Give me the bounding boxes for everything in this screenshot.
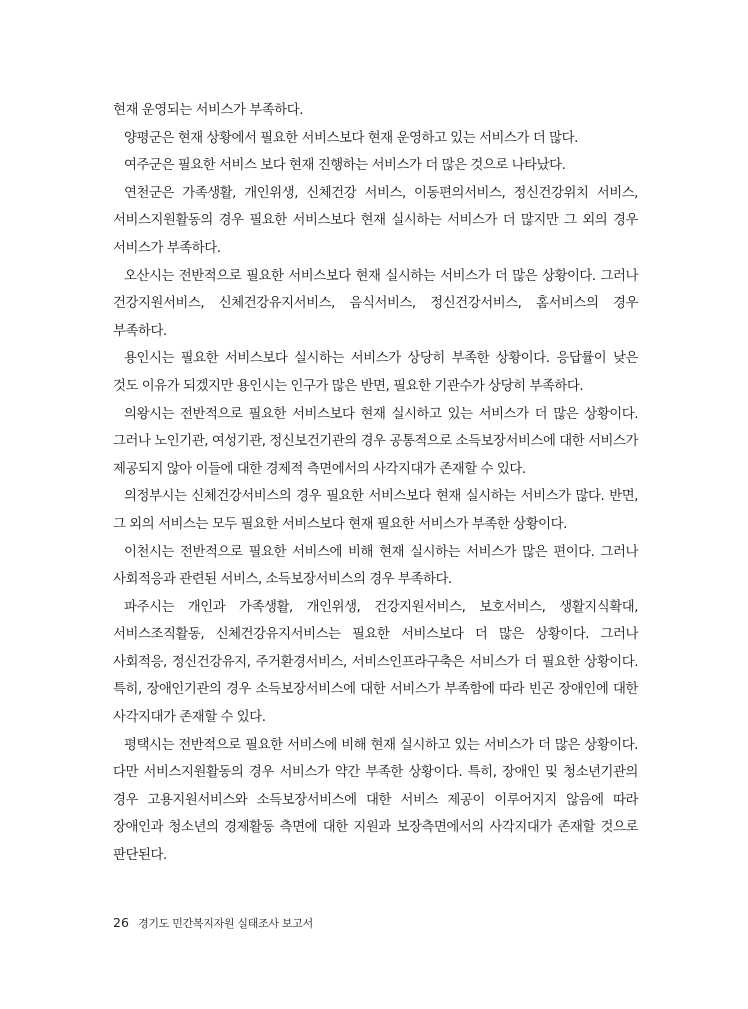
body-text xyxy=(113,97,638,870)
report-title: 경기도 민간복지자원 실태조사 보고서 xyxy=(138,917,313,930)
paragraph-yangpyeong: 양평군은 현재 상황에서 필요한 서비스보다 현재 운영하고 있는 서비스가 더 많다. xyxy=(124,130,578,146)
paragraph-uijeongbu: 의정부시는 신체건강서비스의 경우 필요한 서비스보다 현재 실시하는 서비스가 많다. 반면, 그 외의 서비스는 모두 필요한 서비스보다 현재 필요한 서비스가 부족한 상황이다. xyxy=(113,489,638,532)
page-footer xyxy=(113,915,313,932)
paragraph-pyeongtaek: 평택시는 전반적으로 필요한 서비스에 비해 현재 실시하고 있는 서비스가 더 많은 상황이다. 다만 서비스지원활동의 경우 서비스가 약간 부족한 상황이다. 특히, 장애인 및 청소년기관의 경우 고용지원서비스와 소득보장서비스에 대한 서비스 제공이 이루어지지 않음에 따라 장애인과 청소년의 경제활동 측면에 대한 지원과 보장측면에서의 사각지대가 존재할 것으로 판단된다. xyxy=(113,737,638,864)
paragraph-osan: 오산시는 전반적으로 필요한 서비스보다 현재 실시하는 서비스가 더 많은 상황이다. 그러나 건강지원서비스, 신체건강유지서비스, 음식서비스, 정신건강서비스, 홈서비스의 경우 부족하다. xyxy=(113,268,638,339)
paragraph-yeoju: 여주군은 필요한 서비스 보다 현재 진행하는 서비스가 더 많은 것으로 나타났다. xyxy=(124,158,566,174)
paragraph-yongin: 용인시는 필요한 서비스보다 실시하는 서비스가 상당히 부족한 상황이다. 응답률이 낮은 것도 이유가 되겠지만 용인시는 인구가 많은 반면, 필요한 기관수가 상당히 부족하다. xyxy=(113,351,638,394)
paragraph-icheon: 이천시는 전반적으로 필요한 서비스에 비해 현재 실시하는 서비스가 많은 편이다. 그러나 사회적응과 관련된 서비스, 소득보장서비스의 경우 부족하다. xyxy=(113,544,638,588)
page-number: 26 xyxy=(113,915,129,930)
paragraph-paju: 파주시는 개인과 가족생활, 개인위생, 건강지원서비스, 보호서비스, 생활지식확대, 서비스조직활동, 신체건강유지서비스는 필요한 서비스보다 더 많은 상황이다. 그러나 사회적응, 정신건강유지, 주거환경서비스, 서비스인프라구축은 서비스가 더 필요한 상황이다. 특히, 장애인기관의 경우 소득보장서비스에 대한 서비스가 부족함에 따라 빈곤 장애인에 대한 사각지대가 존재할 수 있다. xyxy=(113,599,638,726)
paragraph-uiwang: 의왕시는 전반적으로 필요한 서비스보다 현재 실시하고 있는 서비스가 더 많은 상황이다. 그러나 노인기관, 여성기관, 정신보건기관의 경우 공통적으로 소득보장서비스에 대한 서비스가 제공되지 않아 이들에 대한 경제적 측면에서의 사각지대가 존재할 수 있다. xyxy=(113,406,638,477)
paragraph-yeoncheon: 연천군은 가족생활, 개인위생, 신체건강 서비스, 이동편의서비스, 정신건강위치 서비스, 서비스지원활동의 경우 필요한 서비스보다 현재 실시하는 서비스가 더 많지만 그 외의 경우 서비스가 부족하다. xyxy=(113,185,638,256)
paragraph: 현재 운영되는 서비스가 부족하다. xyxy=(113,103,304,118)
